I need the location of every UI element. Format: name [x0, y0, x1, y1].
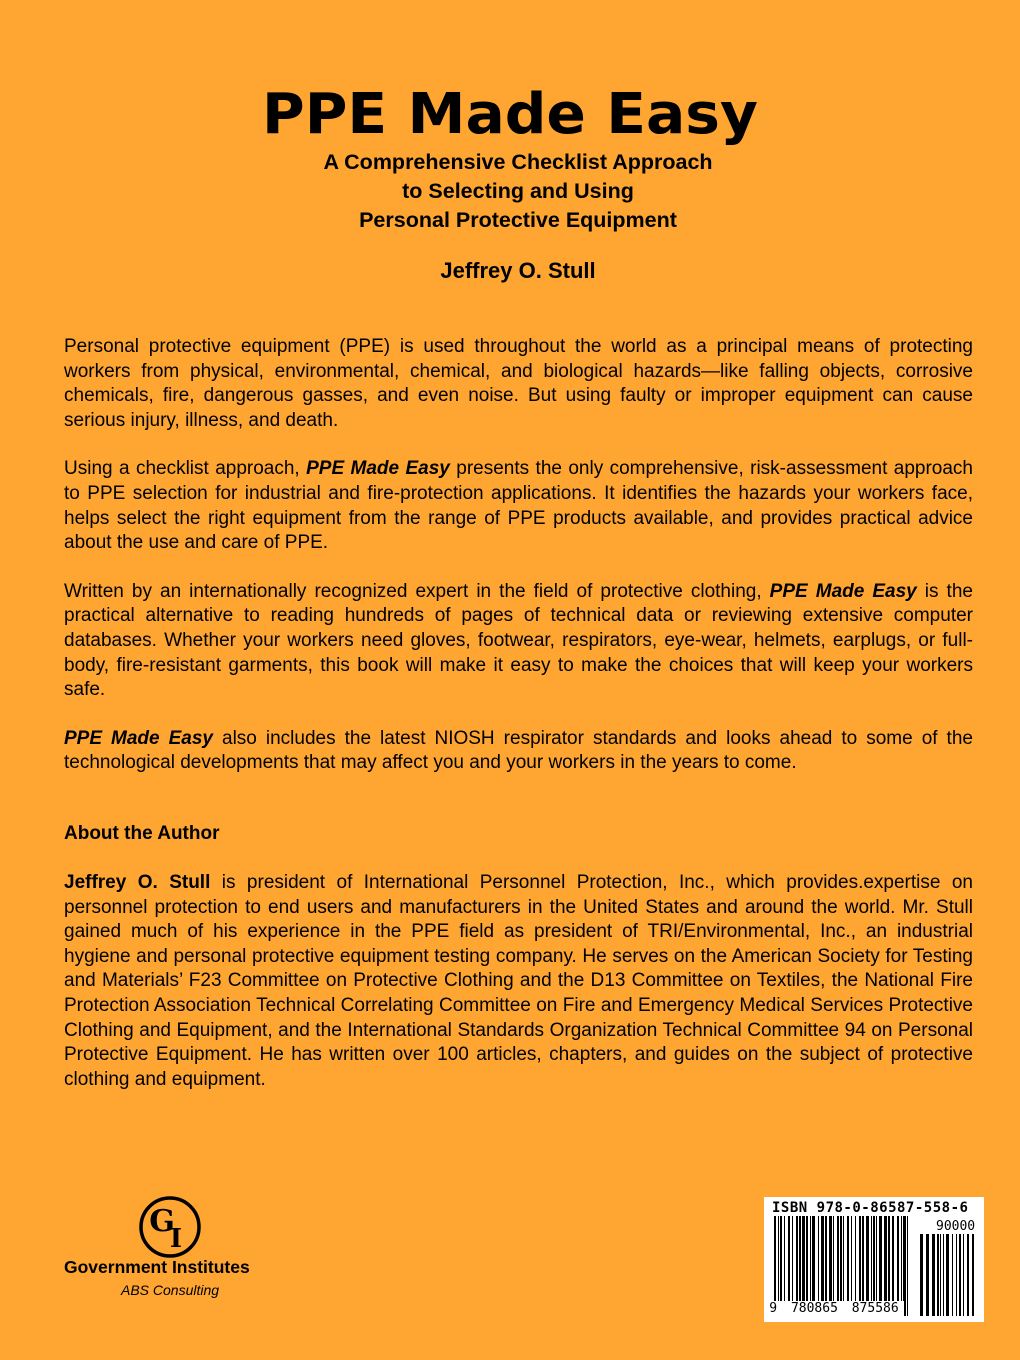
description-paragraph: Written by an internationally recognized expert in the field of protective clothing, PPE Made Easy is the practical alternative to reading hundreds of pages of technical data or reviewing extensive computer databases. Whether your workers need gloves, footwear, respirators, eye-wear, helmets, earplugs, or full-body, fire-resistant garments, this book will make it easy to make the choices that will keep your workers safe.: [64, 580, 973, 701]
description-paragraph: Personal protective equipment (PPE) is used throughout the world as a principal means of protecting workers from physical, environmental, chemical, and biological hazards—like falling objects, corrosive chemicals, fire, dangerous gasses, and even noise. But using faulty or improper equipment can cause serious injury, illness, and death.: [64, 336, 973, 431]
addon-bar: [959, 1234, 961, 1316]
addon-bar: [940, 1234, 941, 1316]
addon-bar: [952, 1234, 953, 1316]
title-reference: PPE Made Easy: [64, 727, 213, 749]
title-reference: PPE Made Easy: [306, 458, 450, 480]
addon-bar: [920, 1234, 923, 1316]
title-reference: PPE Made Easy: [769, 580, 917, 602]
book-author: Jeffrey O. Stull: [440, 258, 596, 283]
logo-letter-i: I: [169, 1224, 183, 1254]
addon-bar: [963, 1234, 964, 1316]
description-paragraph: Using a checklist approach, PPE Made Easy presents the only comprehensive, risk-assessment approach to PPE selection for industrial and fire-protection applications. It identifies the hazards your workers face, helps select the right equipment from the range of PPE products available, and provides practical advice about the use and care of PPE.: [64, 458, 973, 554]
about-heading: About the Author: [64, 823, 220, 844]
barcode-digits: 9 780865 875586: [764, 1301, 904, 1319]
addon-bar: [956, 1234, 957, 1316]
addon-bar: [926, 1234, 929, 1316]
subtitle-line: A Comprehensive Checklist Approach: [323, 150, 713, 174]
description: [64, 335, 973, 800]
publisher-subtitle: ABS Consulting: [121, 1282, 220, 1298]
subtitle-line: to Selecting and Using: [402, 179, 634, 203]
addon-bar: [943, 1234, 944, 1316]
addon-digits: 90000: [936, 1219, 976, 1234]
description-paragraph: PPE Made Easy also includes the latest NIOSH respirator standards and looks ahead to some of the technological developments that may affect you and your workers in the years to come.: [64, 727, 973, 774]
addon-bar: [946, 1234, 949, 1316]
isbn-label: ISBN 978-0-86587-558-6: [772, 1200, 969, 1216]
subtitle-line: Personal Protective Equipment: [359, 208, 677, 232]
book-title: PPE Made Easy: [262, 82, 758, 147]
addon-bar: [967, 1234, 969, 1316]
barcode-bar: [907, 1216, 908, 1316]
author-bio: Jeffrey O. Stull is president of International Personnel Protection, Inc., which provides.expertise on personnel protection to end users and manufacturers in the United States and around the world. Mr. Stull gained much of his experience in the PPE field as president of TRI/Environmental, Inc., an industrial hygiene and personal protective equipment testing company. He serves on the American Society for Testing and Materials’ F23 Committee on Protective Clothing and the D13 Committee on Textiles, the National Fire Protection Association Technical Correlating Committee on Fire and Emergency Medical Services Protective Clothing and Equipment, and the International Standards Organization Technical Committee 94 on Personal Protective Equipment. He has written over 100 articles, chapters, and guides on the subject of protective clothing and equipment.: [64, 872, 973, 1090]
addon-bar: [972, 1234, 974, 1316]
addon-bar: [932, 1234, 935, 1316]
addon-bar: [937, 1234, 939, 1316]
logo-letter-g: G: [149, 1204, 175, 1239]
book-subtitle: [0, 148, 1020, 235]
publisher-name: Government Institutes: [64, 1257, 250, 1277]
publisher-logo-icon: [138, 1195, 202, 1259]
isbn-barcode: [764, 1197, 984, 1322]
bio-author-name: Jeffrey O. Stull: [64, 872, 211, 893]
